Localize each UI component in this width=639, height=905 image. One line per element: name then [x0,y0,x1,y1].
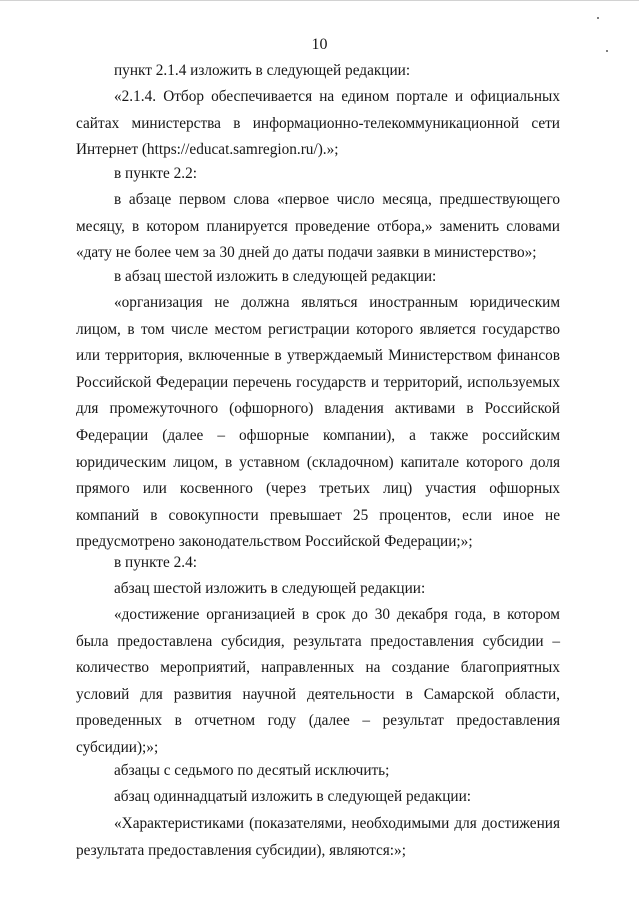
scan-speck [606,50,608,52]
page-number: 10 [311,36,328,53]
paragraph-1: пункт 2.1.4 изложить в следующей редакции: [114,62,411,79]
paragraph-10: абзацы с седьмого по десятый исключить; [114,762,390,779]
paragraph-7: в пункте 2.4: [114,554,197,571]
paragraph-11: абзац одиннадцатый изложить в следующей редакции: [114,788,472,805]
paragraph-5: в абзац шестой изложить в следующей редакции: [114,268,437,285]
paragraph-9: «достижение организацией в срок до 30 декабря года, в котором была предоставлена субсидия, результата предоставления субсидии – количество мероприятий, направленных на создание благоприятных условий для развития научной деятельности в Самарской области, проведенных в отчетном году (далее – результат предоставления субсидии);»; [76,606,560,756]
paragraph-12: «Характеристиками (показателями, необходимыми для достижения результата предоставления субсидии), являются:»; [76,815,560,859]
scan-top-edge [0,0,639,1]
paragraph-8: абзац шестой изложить в следующей редакции: [114,580,426,597]
paragraph-3: в пункте 2.2: [114,165,197,182]
paragraph-2: «2.1.4. Отбор обеспечивается на едином портале и официальных сайтах министерства в информационно-телекоммуникационной сети Интернет (https://educat.samregion.ru/).»; [76,88,560,159]
scan-speck [597,17,599,19]
paragraph-6: «организация не должна являться иностранным юридическим лицом, в том числе местом регистрации которого является государство или территория, включенные в утверждаемый Министерством финансов Российской Федерации перечень государств и территорий, используемых для промежуточного (офшорного) владения активами в Российской Федерации (далее – офшорные компании), а также российским юридическим лицом, в уставном (складочном) капитале которого доля прямого или косвенного (через третьих лиц) участия офшорных компаний в совокупности превышает 25 процентов, если иное не предусмотрено законодательством Российской Федерации;»; [76,294,560,551]
paragraph-4: в абзаце первом слова «первое число месяца, предшествующего месяцу, в котором планируется проведение отбора,» заменить словами «дату не более чем за 30 дней до даты подачи заявки в министерство»; [76,191,560,262]
